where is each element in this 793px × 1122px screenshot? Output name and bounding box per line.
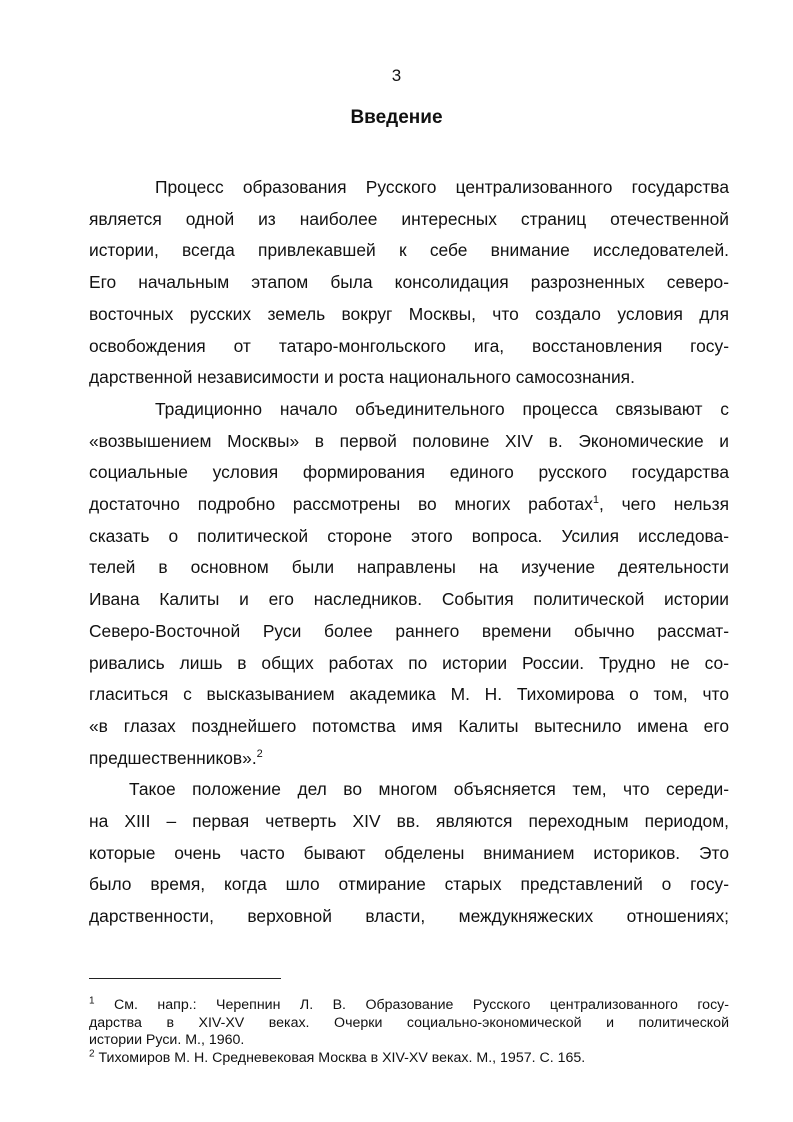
paragraph-2 bbox=[89, 394, 729, 774]
text-line: гласиться с высказыванием академика М. Н. Тихомирова о том, что bbox=[89, 684, 729, 705]
footnote-text: Тихомиров М. Н. Средневековая Москва в XIV-XV веках. М., 1957. С. 165. bbox=[98, 1049, 586, 1066]
text-line: «возвышением Москвы» в первой половине XIV в. Экономические и bbox=[89, 430, 729, 451]
text-segment: предшественников». bbox=[89, 747, 257, 768]
footnote-line bbox=[89, 997, 729, 1015]
text-line: Его начальным этапом была консолидация разрозненных северо- bbox=[89, 272, 729, 293]
page-number: 3 bbox=[391, 66, 402, 85]
footnote-number: 1 bbox=[89, 995, 95, 1007]
text-line: ривались лишь в общих работах по истории России. Трудно не со- bbox=[89, 652, 729, 673]
footnote-line bbox=[89, 1050, 729, 1068]
text-line-with-footnote bbox=[89, 743, 729, 775]
text-line: Ивана Калиты и его наследников. События политической истории bbox=[89, 589, 729, 610]
footnote-ref-1[interactable]: 1 bbox=[592, 494, 600, 507]
text-line: освобождения от татаро-монгольского ига, восстановления госу- bbox=[89, 335, 729, 356]
footnote-line: дарства в XIV-XV веках. Очерки социально-экономической и политической bbox=[89, 1014, 729, 1031]
text-line-with-footnote bbox=[89, 489, 729, 521]
text-line: Процесс образования Русского централизованного государства bbox=[155, 177, 729, 197]
text-line: было время, когда шло отмирание старых представлений о госу- bbox=[89, 874, 729, 895]
footnote-ref-2[interactable]: 2 bbox=[256, 747, 263, 760]
footnote-1 bbox=[89, 997, 729, 1050]
text-segment: достаточно подробно рассмотрены во многих работах bbox=[89, 494, 593, 515]
text-line: Северо-Восточной Руси более раннего времени обычно рассмат- bbox=[89, 620, 729, 641]
text-line: телей в основном были направлены на изучение деятельности bbox=[89, 557, 729, 578]
text-line: дарственности, верховной власти, междукняжеских отношениях; bbox=[89, 906, 729, 927]
section-title: Введение bbox=[350, 107, 443, 128]
body-text bbox=[89, 172, 729, 933]
text-line: дарственной независимости и роста национального самосознания. bbox=[89, 367, 635, 388]
text-line: Такое положение дел во многом объясняется тем, что середи- bbox=[129, 779, 729, 800]
text-line: на XIII – первая четверть XIV вв. являются переходным периодом, bbox=[89, 811, 729, 832]
text-line: «в глазах позднейшего потомства имя Калиты вытеснило имена его bbox=[89, 715, 729, 736]
footnote-divider bbox=[89, 978, 281, 979]
footnote-number: 2 bbox=[89, 1048, 95, 1060]
footnote-line: истории Руси. М., 1960. bbox=[89, 1032, 245, 1049]
text-line: является одной из наиболее интересных страниц отечественной bbox=[89, 208, 729, 229]
text-line: социальные условия формирования единого русского государства bbox=[89, 462, 729, 483]
footnotes bbox=[89, 997, 729, 1067]
text-line: истории, всегда привлекавшей к себе внимание исследователей. bbox=[89, 240, 729, 261]
text-line: которые очень часто бывают обделены вниманием историков. Это bbox=[89, 842, 729, 863]
footnote-2 bbox=[89, 1050, 729, 1068]
paragraph-1 bbox=[89, 172, 729, 394]
text-line: восточных русских земель вокруг Москвы, что создало условия для bbox=[89, 303, 729, 324]
paragraph-3 bbox=[89, 774, 729, 933]
footnote-text: См. напр.: Черепнин Л. В. Образование Русского централизованного госу- bbox=[114, 997, 729, 1013]
text-segment: , чего нельзя bbox=[599, 494, 729, 515]
text-line: сказать о политической стороне этого вопроса. Усилия исследова- bbox=[89, 525, 729, 546]
text-line: Традиционно начало объединительного процесса связывают с bbox=[155, 398, 729, 419]
